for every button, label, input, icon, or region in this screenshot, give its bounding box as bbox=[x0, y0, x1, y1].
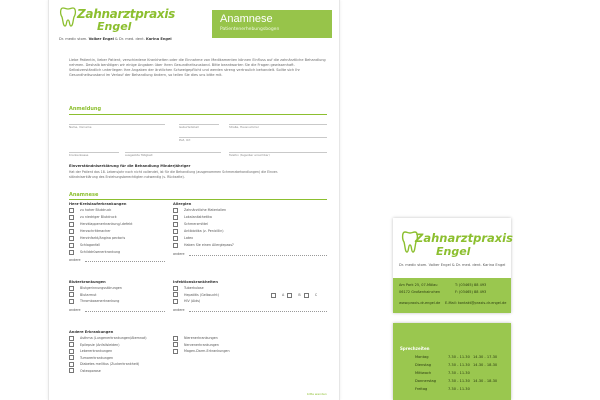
allergy-item[interactable] bbox=[173, 221, 208, 227]
allergy-label: Schmerzmittel bbox=[184, 222, 208, 226]
other-disease-checkbox[interactable] bbox=[69, 349, 74, 354]
hours-afternoon: 14.30 - 18.30 bbox=[473, 363, 498, 367]
hep-b-label: B bbox=[298, 293, 301, 297]
section-divider bbox=[69, 199, 327, 200]
insurance-field-label: Krankenkasse bbox=[69, 153, 89, 157]
birthdate-field-label: Geburtsdatum bbox=[179, 125, 200, 129]
occupation-field-label: ausgeübte Tätigkeit bbox=[125, 153, 153, 157]
business-card bbox=[393, 218, 511, 313]
other-disease-item[interactable] bbox=[69, 348, 112, 354]
allergy-other-label: andere bbox=[173, 252, 185, 256]
hours-day: Donnerstag bbox=[415, 379, 436, 383]
consent-text-line1: Hat der Patient das 18. Lebensjahr noch nicht vollendet, ist für die Behandlung (ausgenommen Schmerzbehandlungen) die Einver- bbox=[69, 170, 279, 174]
heart-checkbox[interactable] bbox=[69, 208, 74, 213]
card-fax: F: (03465) 88 493 bbox=[455, 290, 487, 294]
other-disease-label: Osteoporose bbox=[80, 368, 101, 373]
allergy-checkbox[interactable] bbox=[173, 236, 178, 241]
blood-other-label: andere bbox=[69, 308, 81, 312]
other-disease-right-checkbox[interactable] bbox=[173, 349, 178, 354]
other-disease-checkbox[interactable] bbox=[69, 355, 74, 360]
city-field[interactable] bbox=[179, 137, 327, 138]
other-disease-checkbox[interactable] bbox=[69, 336, 74, 341]
heart-label: Schlaganfall bbox=[80, 243, 101, 247]
card-doctors: Dr. medic stom. Volker Engel & Dr. med. dent. Karina Engel bbox=[399, 263, 506, 267]
allergy-checkbox[interactable] bbox=[173, 229, 178, 234]
other-disease-right-label: Nervenerkrankungen bbox=[184, 342, 219, 347]
other-disease-label: Epilepsie (Anfallsleiden) bbox=[80, 342, 120, 347]
infect-label: Hepatitis (Gelbsucht) bbox=[184, 292, 219, 297]
page-footer: bitte wenden bbox=[307, 392, 327, 396]
other-disease-checkbox[interactable] bbox=[69, 368, 74, 373]
doctor-name-1: Volker Engel bbox=[88, 37, 114, 41]
other-disease-label: Asthma (Lungenerkrankungen/Atemnot) bbox=[80, 336, 147, 340]
card-address-1: Am Park 25, 07-Mölau bbox=[399, 283, 438, 287]
hours-day: Freitag bbox=[415, 387, 428, 391]
allergy-checkbox[interactable] bbox=[173, 243, 178, 248]
hours-morning: 7.30 - 11.30 bbox=[448, 379, 470, 383]
name-field-label: Name, Vorname bbox=[69, 125, 92, 129]
other-disease-checkbox[interactable] bbox=[69, 362, 74, 367]
doctor-title-2: & Dr. med. dent. bbox=[115, 37, 145, 41]
blood-label: Thrombosenerkrankung bbox=[80, 299, 120, 303]
phone-field-label: Telefon (tagsüber erreichbar) bbox=[229, 153, 270, 157]
infect-checkbox[interactable] bbox=[173, 292, 178, 297]
allergy-label: Antibiotika (z. Penicillin) bbox=[184, 229, 224, 233]
blood-checkbox[interactable] bbox=[69, 286, 74, 291]
infect-item[interactable] bbox=[173, 285, 204, 291]
other-disease-item[interactable] bbox=[69, 355, 113, 361]
infect-other-label: andere bbox=[173, 308, 185, 312]
card-logo-line1: Zahnarztpraxis bbox=[415, 231, 513, 245]
card-web[interactable]: www.praxis-dr-engel.de bbox=[399, 301, 441, 305]
allergy-checkbox[interactable] bbox=[173, 208, 178, 213]
title-box bbox=[212, 10, 332, 38]
other-disease-label: Lebererkrankungen bbox=[80, 349, 113, 353]
heart-checkbox[interactable] bbox=[69, 222, 74, 227]
logo-text-line1: Zahnarztpraxis bbox=[77, 7, 176, 21]
street-field-label: Straße, Hausnummer bbox=[229, 125, 259, 129]
hep-c-label: C bbox=[314, 293, 318, 297]
heart-label: Herzklappenerkrankung/-defekt bbox=[80, 222, 133, 226]
blood-item[interactable] bbox=[69, 285, 122, 291]
hours-morning: 7.30 - 11.30 bbox=[448, 371, 470, 375]
other-disease-item[interactable] bbox=[69, 342, 120, 348]
allergy-checkbox[interactable] bbox=[173, 222, 178, 227]
other-disease-right-checkbox[interactable] bbox=[173, 336, 178, 341]
heart-item[interactable] bbox=[69, 207, 111, 213]
anamnese-form-sheet bbox=[48, 0, 340, 400]
infect-checkbox[interactable] bbox=[173, 299, 178, 304]
heart-other-label: andere bbox=[69, 258, 81, 262]
heart-label: Schilddrüsenerkrankung bbox=[80, 250, 121, 254]
allergy-item[interactable] bbox=[173, 214, 212, 220]
other-disease-right-checkbox[interactable] bbox=[173, 342, 178, 347]
infect-checkbox[interactable] bbox=[173, 286, 178, 291]
doctors-line bbox=[59, 37, 172, 41]
consent-text-line2: ständniserklärung des Erziehungsberechtigten notwendig (s. Rückseite). bbox=[69, 175, 185, 179]
blood-other-field[interactable] bbox=[85, 311, 165, 312]
heart-other-field[interactable] bbox=[85, 261, 165, 262]
heart-item[interactable] bbox=[69, 235, 125, 241]
allergy-label: Haben Sie einen Allergiepass? bbox=[184, 243, 234, 247]
doctor-title-1: Dr. medic stom. bbox=[59, 37, 88, 41]
other-disease-checkbox[interactable] bbox=[69, 342, 74, 347]
group-other-diseases: Andere Erkrankungen bbox=[69, 330, 114, 334]
allergy-item[interactable] bbox=[173, 228, 224, 234]
group-heart: Herz-Kreislauferkrankungen bbox=[69, 202, 127, 206]
allergy-item[interactable] bbox=[173, 235, 193, 241]
heart-item[interactable] bbox=[69, 214, 117, 220]
hours-afternoon: 14.30 - 17.30 bbox=[473, 355, 498, 359]
blood-item[interactable] bbox=[69, 292, 96, 298]
hours-day: Dienstag bbox=[415, 363, 432, 367]
infect-label: HIV (Aids) bbox=[184, 299, 201, 303]
heart-label: Herzinfarkt/Angina pectoris bbox=[80, 236, 126, 240]
heart-label: Herzschrittmacher bbox=[80, 229, 111, 233]
form-title: Anamnese bbox=[220, 13, 273, 25]
other-disease-right-item[interactable] bbox=[173, 348, 230, 354]
infect-item[interactable] bbox=[173, 298, 200, 304]
other-disease-right-label: Magen-Darm-Erkrankungen bbox=[184, 349, 230, 353]
other-disease-item[interactable] bbox=[69, 335, 147, 341]
hep-a-label: A bbox=[282, 293, 285, 297]
hours-day: Montag bbox=[415, 355, 429, 359]
heart-label: zu niedriger Blutdruck bbox=[80, 215, 117, 219]
allergy-label: Latex bbox=[184, 236, 194, 240]
heart-item[interactable] bbox=[69, 228, 111, 234]
allergy-item[interactable] bbox=[173, 207, 226, 213]
blood-checkbox[interactable] bbox=[69, 299, 74, 304]
other-disease-right-label: Nierenerkrankungen bbox=[184, 336, 218, 340]
opening-hours-card bbox=[393, 323, 511, 400]
other-disease-right-item[interactable] bbox=[173, 342, 219, 348]
heart-item[interactable] bbox=[69, 221, 132, 227]
allergy-other-field[interactable] bbox=[189, 255, 327, 256]
hep-a-checkbox[interactable] bbox=[271, 293, 276, 298]
card-address-2: 06172 Großenhainchen bbox=[399, 290, 441, 294]
hours-afternoon: 14.30 - 18.30 bbox=[473, 379, 498, 383]
group-allergy: Allergien bbox=[173, 202, 192, 206]
blood-label: Blutarmut bbox=[80, 292, 97, 297]
hep-c-checkbox[interactable] bbox=[304, 293, 309, 298]
heart-checkbox[interactable] bbox=[69, 236, 74, 241]
heart-checkbox[interactable] bbox=[69, 243, 74, 248]
allergy-label: Lokalanästhetika bbox=[184, 215, 212, 219]
card-logo-line2: Engel bbox=[436, 245, 471, 258]
heart-item[interactable] bbox=[69, 242, 100, 248]
heart-checkbox[interactable] bbox=[69, 229, 74, 234]
other-disease-label: Diabetes mellitus (Zuckerkrankheit) bbox=[80, 362, 140, 366]
hours-title: Sprechzeiten bbox=[400, 346, 430, 351]
section-anamnese: Anamnese bbox=[69, 192, 99, 198]
hep-b-checkbox[interactable] bbox=[287, 293, 292, 298]
allergy-label: Zahnärztliche Materialien bbox=[184, 208, 227, 212]
allergy-checkbox[interactable] bbox=[173, 215, 178, 220]
hours-morning: 7.30 - 11.30 bbox=[448, 355, 470, 359]
card-contact-band bbox=[393, 278, 511, 313]
other-disease-item[interactable] bbox=[69, 368, 101, 374]
heart-checkbox[interactable] bbox=[69, 215, 74, 220]
group-blood: Bluterkrankungen bbox=[69, 280, 106, 284]
infect-item[interactable] bbox=[173, 292, 219, 298]
hepatitis-options bbox=[271, 292, 317, 298]
doctor-name-2: Karina Engel bbox=[145, 37, 172, 41]
heart-item[interactable] bbox=[69, 249, 120, 255]
blood-checkbox[interactable] bbox=[69, 292, 74, 297]
form-subtitle: Patientenerhebungsbogen bbox=[220, 27, 280, 32]
heart-checkbox[interactable] bbox=[69, 250, 74, 255]
section-anmeldung: Anmeldung bbox=[69, 106, 102, 112]
logo-text-line2: Engel bbox=[97, 20, 132, 33]
infect-label: Tuberkulose bbox=[184, 286, 204, 290]
other-disease-right-item[interactable] bbox=[173, 335, 218, 341]
card-email[interactable]: E-Mail: kontakt@praxis-dr-engel.de bbox=[445, 301, 507, 305]
consent-title: Einverständniserklärung für die Behandlung Minderjähriger bbox=[69, 164, 191, 168]
intro-text: Liebe Patientin, lieber Patient, verschiedene Krankheiten oder die Einnahme von Medikamenten können Einfluss auf die zahnärztliche Behandlung nehmen. Deshalb benötigen wir einige Angaben über Ihren Gesundheitszustand. Bitte beantworten Sie die Fragen gewissenhaft. Selbstverständlich unterliegen Ihre Angaben der ärztlichen Schweigepflicht und werden streng vertraulich behandelt. Sollte sich Ihr Gesundheitszustand im Verlauf der Behandlung ändern, so teilen Sie dies uns bitte mit. bbox=[69, 58, 326, 77]
card-phone: T: (03465) 88 493 bbox=[455, 283, 487, 287]
hours-morning: 7.30 - 11.30 bbox=[448, 387, 470, 391]
other-disease-item[interactable] bbox=[69, 361, 139, 367]
heart-label: zu hoher Blutdruck bbox=[80, 208, 112, 212]
blood-label: Blutgerinnungsstörungen bbox=[80, 286, 122, 290]
city-field-label: PLZ, Ort bbox=[179, 138, 191, 142]
tooth-logo-icon bbox=[59, 6, 77, 28]
infect-other-field[interactable] bbox=[189, 311, 327, 312]
practice-logo bbox=[59, 6, 179, 40]
other-disease-label: Tumorerkrankungen bbox=[80, 355, 114, 360]
hours-morning: 7.30 - 11.30 bbox=[448, 363, 470, 367]
allergy-item[interactable] bbox=[173, 242, 234, 248]
hours-day: Mittwoch bbox=[415, 371, 432, 375]
blood-item[interactable] bbox=[69, 298, 119, 304]
section-divider bbox=[69, 114, 327, 115]
group-infect: Infektionskrankheiten bbox=[173, 280, 218, 284]
